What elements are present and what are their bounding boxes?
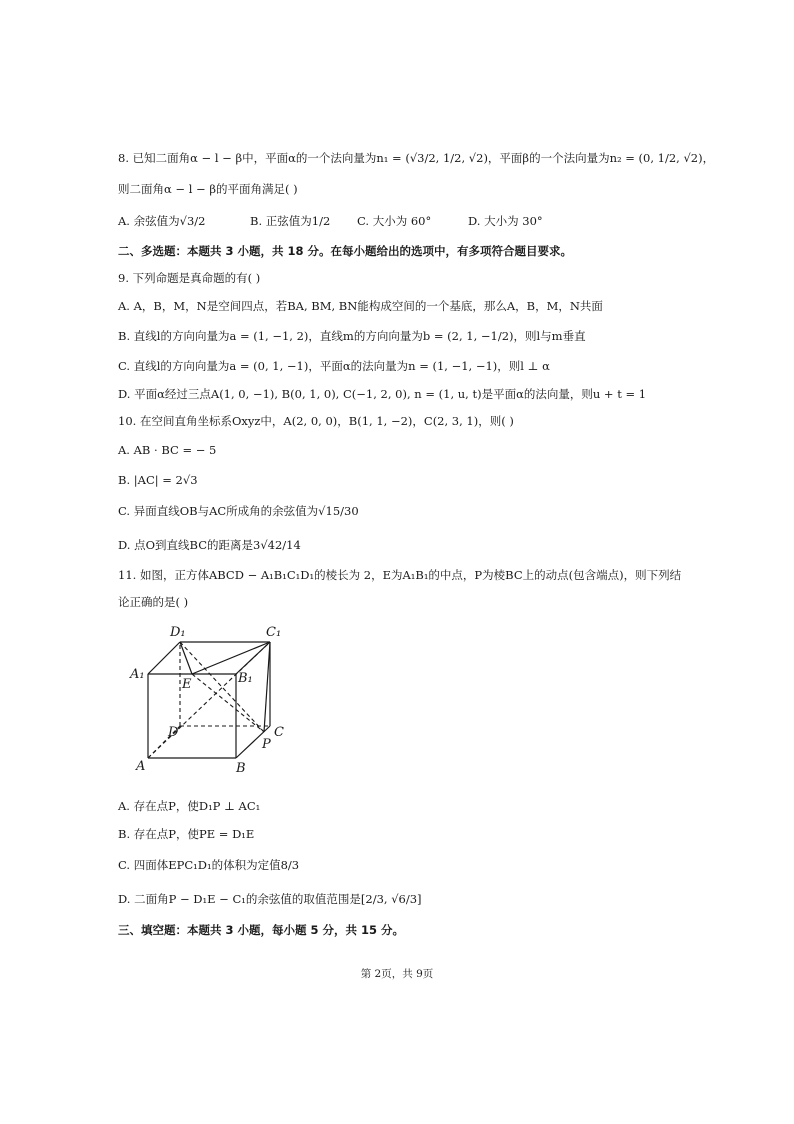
- label-a: A: [136, 759, 146, 774]
- label-c: C: [274, 725, 284, 740]
- diagonal-a-c1: [148, 642, 270, 758]
- label-d1: D₁: [170, 625, 186, 640]
- label-p: P: [262, 737, 271, 752]
- section2-heading: 二、多选题：本题共 3 小题，共 18 分。在每小题给出的选项中，有多项符合题目要求。: [118, 244, 573, 258]
- label-c1: C₁: [266, 625, 282, 640]
- q10-stem: 10. 在空间直角坐标系Oxyz中，A(2, 0, 0)，B(1, 1, −2)，C(2, 3, 1)，则( ): [118, 414, 514, 428]
- label-b: B: [236, 761, 246, 776]
- label-d: D: [168, 725, 179, 740]
- q11-option-b: B. 存在点P，使PE = D₁E: [118, 827, 255, 841]
- q9-option-a: A. A，B，M，N是空间四点，若BA, BM, BN能构成空间的一个基底，那么A，B，M，N共面: [118, 299, 603, 313]
- segment-e-p: [192, 674, 264, 732]
- q8-stem-line1: 8. 已知二面角α − l − β中，平面α的一个法向量为n₁ = (√3/2, 1/2, √2)，平面β的一个法向量为n₂ = (0, 1/2, √2)，: [118, 151, 715, 165]
- q9-option-d: D. 平面α经过三点A(1, 0, −1), B(0, 1, 0), C(−1, 2, 0), n = (1, u, t)是平面α的法向量，则u + t = 1: [118, 387, 647, 401]
- q9-option-c: C. 直线l的方向向量为a = (0, 1, −1)，平面α的法向量为n = (1, −1, −1)，则l ⊥ α: [118, 359, 550, 373]
- q10-option-a: A. AB · BC = − 5: [118, 443, 217, 457]
- q8-option-c: C. 大小为 60°: [357, 214, 432, 228]
- q11-option-a: A. 存在点P，使D₁P ⊥ AC₁: [118, 799, 261, 813]
- q8-stem-line2: 则二面角α − l − β的平面角满足( ): [118, 182, 298, 196]
- label-e: E: [182, 677, 192, 692]
- q8-option-d: D. 大小为 30°: [468, 214, 543, 228]
- q11-option-d: D. 二面角P − D₁E − C₁的余弦值的取值范围是[2/3, √6/3]: [118, 892, 422, 906]
- cube-figure: [120, 620, 300, 780]
- label-b1: B₁: [238, 671, 253, 686]
- q8-option-a: A. 余弦值为√3/2: [118, 214, 206, 228]
- section3-heading: 三、填空题：本题共 3 小题，每小题 5 分，共 15 分。: [118, 923, 405, 937]
- q8-option-b: B. 正弦值为1/2: [250, 214, 331, 228]
- q11-option-c: C. 四面体EPC₁D₁的体积为定值8/3: [118, 858, 300, 872]
- q10-option-c: C. 异面直线OB与AC所成角的余弦值为√15/30: [118, 504, 359, 518]
- segment-e-c1: [192, 642, 270, 674]
- page-footer: 第 2页，共 9页: [360, 968, 434, 980]
- q9-stem: 9. 下列命题是真命题的有( ): [118, 271, 261, 285]
- segment-d1-e: [180, 642, 192, 674]
- segment-c1-p: [264, 642, 270, 732]
- edge-a1-d1: [148, 642, 180, 674]
- segment-d1-p: [180, 642, 264, 732]
- q11-stem-line2: 论正确的是( ): [118, 595, 189, 609]
- q10-option-b: B. |AC| = 2√3: [118, 473, 198, 487]
- q9-option-b: B. 直线l的方向向量为a = (1, −1, 2)，直线m的方向向量为b = (2, 1, −1/2)，则l与m垂直: [118, 329, 586, 343]
- q10-option-d: D. 点O到直线BC的距离是3√42/14: [118, 538, 301, 552]
- label-a1: A₁: [130, 667, 145, 682]
- q11-stem-line1: 11. 如图，正方体ABCD − A₁B₁C₁D₁的棱长为 2，E为A₁B₁的中点，P为棱BC上的动点(包含端点)，则下列结: [118, 568, 682, 582]
